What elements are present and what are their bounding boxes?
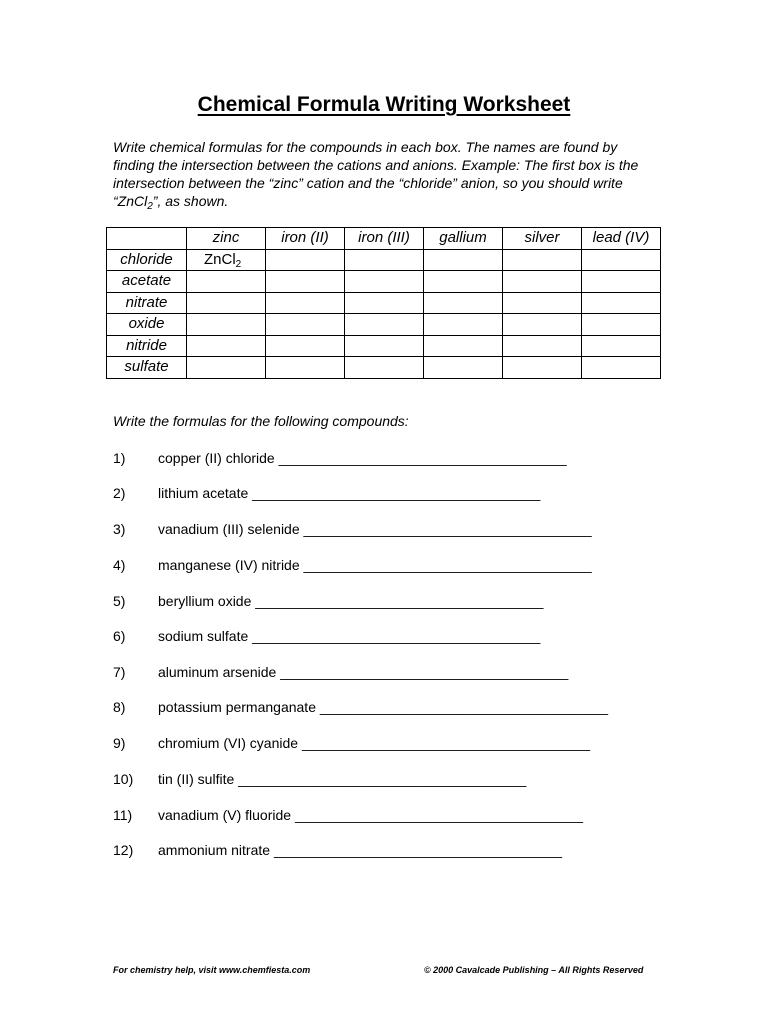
question-item (113, 628, 540, 644)
answer-cell[interactable] (266, 249, 345, 271)
anion-header: oxide (107, 314, 187, 336)
answer-cell[interactable] (582, 249, 661, 271)
answer-cell[interactable] (503, 292, 582, 314)
question-number: 2) (113, 485, 126, 501)
grid-row (107, 335, 661, 357)
grid-row (107, 249, 661, 271)
answer-cell[interactable] (582, 357, 661, 379)
section-heading: Write the formulas for the following compounds: (113, 413, 409, 429)
answer-cell[interactable] (424, 292, 503, 314)
page-title: Chemical Formula Writing Worksheet (197, 93, 571, 116)
answer-blank[interactable]: _____________________________________ (280, 664, 569, 680)
answer-cell[interactable] (345, 335, 424, 357)
answer-cell[interactable] (187, 292, 266, 314)
question-number: 7) (113, 664, 126, 680)
question-number: 9) (113, 735, 126, 751)
answer-cell[interactable] (503, 271, 582, 293)
question-number: 4) (113, 557, 126, 573)
question-text: copper (II) chloride (158, 450, 275, 466)
answer-blank[interactable]: _____________________________________ (294, 807, 584, 823)
answer-cell[interactable] (503, 357, 582, 379)
question-item (113, 735, 590, 751)
grid-row (107, 271, 661, 293)
question-item (113, 807, 583, 823)
question-number: 5) (113, 593, 126, 609)
cation-header: gallium (424, 228, 503, 250)
instructions-paragraph (113, 138, 653, 210)
instructions-subscript: 2 (147, 201, 153, 212)
question-item (113, 557, 592, 573)
answer-blank[interactable]: _____________________________________ (301, 735, 591, 751)
answer-cell[interactable] (582, 292, 661, 314)
question-number: 11) (113, 807, 133, 823)
answer-cell[interactable] (187, 271, 266, 293)
question-number: 3) (113, 521, 126, 537)
anion-header: nitride (107, 335, 187, 357)
example-subscript: 2 (235, 258, 242, 270)
question-item (113, 771, 526, 787)
answer-blank[interactable]: _____________________________________ (252, 628, 541, 644)
formula-grid (106, 227, 661, 379)
answer-blank[interactable]: _____________________________________ (273, 842, 563, 858)
answer-cell[interactable] (424, 271, 503, 293)
answer-cell[interactable] (503, 249, 582, 271)
question-item (113, 842, 562, 858)
answer-cell[interactable] (187, 357, 266, 379)
question-text: beryllium oxide (158, 593, 252, 609)
instructions-text: Write chemical formulas for the compounds in each box. The names are found by finding the intersection between the cations and anions. Example: The first box is the intersection between the “zinc” cation and the “chloride” anion, so you should write “ZnCl (113, 139, 639, 209)
answer-cell[interactable] (582, 335, 661, 357)
answer-cell[interactable] (345, 357, 424, 379)
answer-cell[interactable] (266, 292, 345, 314)
question-text: aluminum arsenide (158, 664, 277, 680)
question-number: 10) (113, 771, 134, 787)
question-text: potassium permanganate (158, 699, 316, 715)
question-text: ammonium nitrate (158, 842, 271, 858)
cation-header: iron (II) (266, 228, 345, 250)
example-formula: ZnCl (204, 250, 236, 268)
question-number: 1) (113, 450, 126, 466)
question-number: 8) (113, 699, 126, 715)
question-item (113, 450, 567, 466)
answer-cell[interactable] (266, 335, 345, 357)
answer-blank[interactable]: _____________________________________ (303, 521, 592, 537)
anion-header: sulfate (107, 357, 187, 379)
answer-blank[interactable]: _____________________________________ (278, 450, 567, 466)
anion-header: acetate (107, 271, 187, 293)
answer-cell[interactable] (345, 249, 424, 271)
answer-cell[interactable] (187, 335, 266, 357)
answer-cell[interactable] (345, 292, 424, 314)
question-item (113, 521, 592, 537)
answer-blank[interactable]: _____________________________________ (252, 485, 541, 501)
grid-row (107, 292, 661, 314)
question-number: 6) (113, 628, 126, 644)
question-text: vanadium (V) fluoride (158, 807, 292, 823)
question-text: tin (II) sulfite (158, 771, 235, 787)
answer-cell[interactable] (503, 335, 582, 357)
cation-header: silver (503, 228, 582, 250)
footer-copyright: © 2000 Cavalcade Publishing – All Rights Reserved (424, 965, 644, 975)
question-item (113, 664, 568, 680)
cation-header: lead (IV) (582, 228, 661, 250)
instructions-text-end: ”, as shown. (152, 193, 229, 209)
question-number: 12) (113, 842, 134, 858)
answer-cell[interactable] (424, 249, 503, 271)
question-item (113, 485, 540, 501)
answer-cell[interactable] (266, 271, 345, 293)
cation-header: iron (III) (345, 228, 424, 250)
question-item (113, 699, 608, 715)
question-text: lithium acetate (158, 485, 249, 501)
question-text: vanadium (III) selenide (158, 521, 300, 537)
cation-header: zinc (187, 228, 266, 250)
grid-header-row (107, 228, 661, 250)
answer-cell[interactable] (345, 271, 424, 293)
answer-cell[interactable] (266, 357, 345, 379)
grid-row (107, 314, 661, 336)
grid-row (107, 357, 661, 379)
answer-cell[interactable] (424, 335, 503, 357)
answer-blank[interactable]: _____________________________________ (255, 593, 544, 609)
question-text: manganese (IV) nitride (158, 557, 300, 573)
anion-header: chloride (107, 249, 187, 271)
answer-cell[interactable] (424, 314, 503, 336)
answer-cell[interactable] (187, 314, 266, 336)
answer-cell[interactable] (345, 314, 424, 336)
answer-cell[interactable] (266, 314, 345, 336)
answer-cell[interactable] (582, 271, 661, 293)
answer-cell[interactable] (424, 357, 503, 379)
answer-blank[interactable]: _____________________________________ (303, 557, 592, 573)
grid-corner-cell (107, 228, 187, 250)
anion-header: nitrate (107, 292, 187, 314)
example-answer-cell (187, 249, 266, 271)
question-text: sodium sulfate (158, 628, 249, 644)
answer-cell[interactable] (582, 314, 661, 336)
answer-cell[interactable] (503, 314, 582, 336)
answer-blank[interactable]: _____________________________________ (319, 699, 608, 715)
question-text: chromium (VI) cyanide (158, 735, 299, 751)
answer-blank[interactable]: _____________________________________ (238, 771, 527, 787)
footer-help-link[interactable]: For chemistry help, visit www.chemfiesta.com (113, 965, 311, 975)
question-item (113, 593, 543, 609)
